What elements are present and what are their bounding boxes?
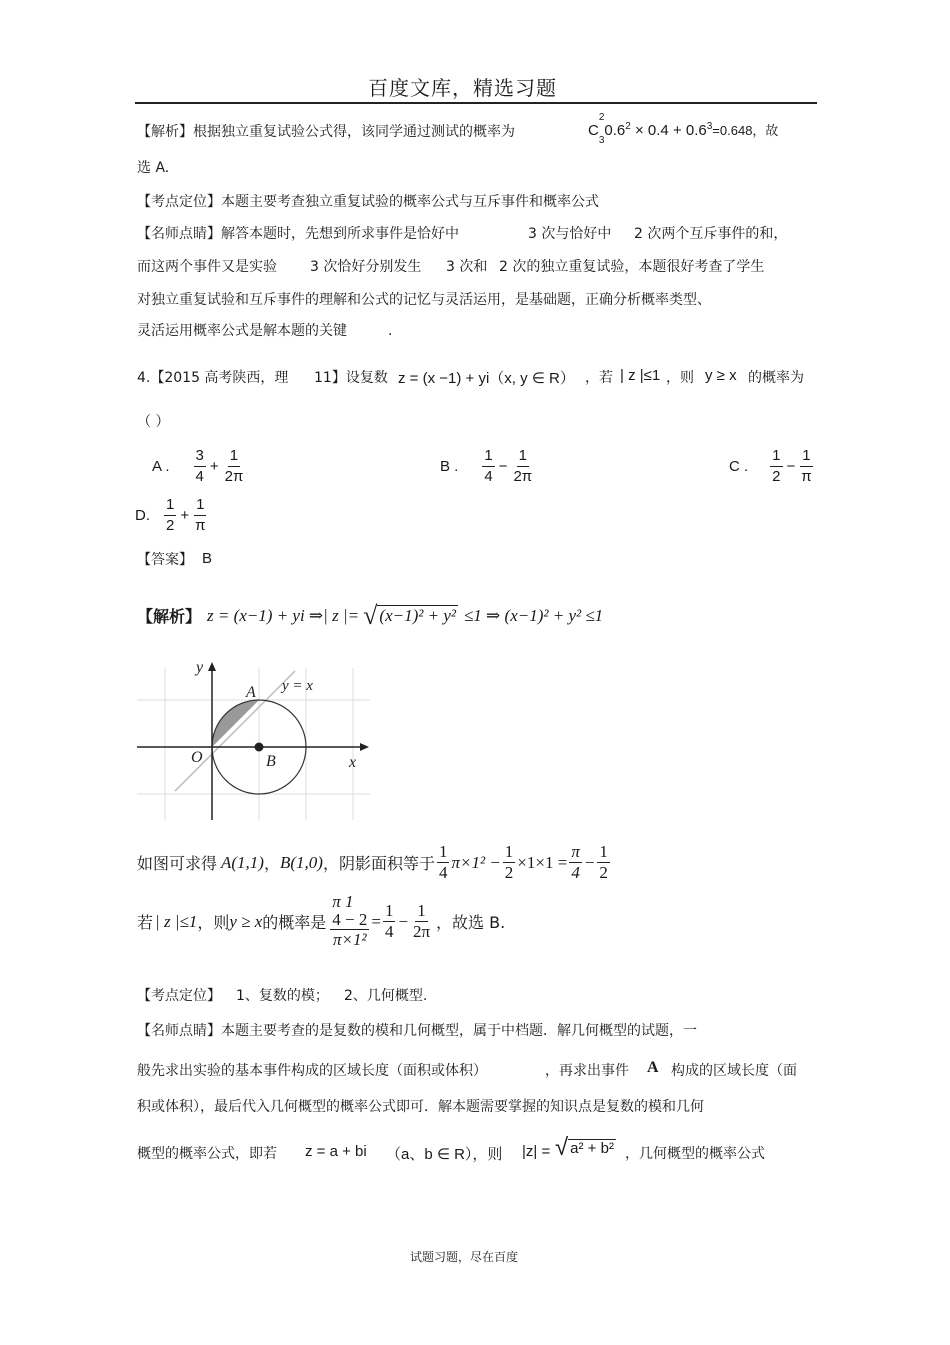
prob-text-b: ，则 — [197, 913, 230, 932]
prob-text-c: 的概率是 — [262, 913, 327, 932]
q3-mingshi-line2a: 而这两个事件又是实验 — [137, 259, 277, 275]
option-d-frac2 — [193, 495, 207, 536]
q4-kaodian-label: 【考点定位】 — [137, 988, 221, 1004]
q4-mingshi-line1: 【名师点睛】本题主要考查的是复数的模和几何概型，属于中档题．解几何概型的试题，一 — [137, 1023, 697, 1039]
prob-text-a: 若 — [137, 913, 154, 932]
area-f2n: 1 — [504, 842, 514, 861]
prob-f1d: 4 — [384, 922, 394, 941]
area-f1d: 4 — [438, 863, 448, 882]
prob-line — [137, 893, 505, 950]
q3-mingshi-line2c: 3 次和 — [446, 259, 488, 275]
q3-mingshi-line3: 对独立重复试验和互斥事件的理解和公式的记忆与灵活运用，是基础题，正确分析概率类型、 — [137, 292, 711, 308]
origin-label: O — [191, 749, 203, 766]
prob-cond: | z |≤1 — [155, 911, 198, 931]
q4-jiexi-eq1: z = (x−1) + yi ⇒| z |= — [207, 605, 360, 625]
area-sep: ， — [263, 854, 280, 873]
q3-mingshi-line1a: 【名师点睛】解答本题时，先想到所求事件是恰好中 — [137, 226, 459, 242]
prob-f2n: 1 — [417, 901, 426, 920]
option-b-n2: 1 — [517, 446, 529, 467]
prob-minus: − — [397, 911, 409, 931]
q4-jiexi-eq2: ≤1 ⇒ (x−1)² + y² ≤1 — [463, 605, 604, 625]
page-title: 百度文库，精选习题 — [368, 76, 557, 100]
option-b-label: B . — [440, 458, 459, 475]
q4-mingshi-line3: 积或体积），最后代入几何概型的概率公式即可．解本题需要掌握的知识点是复数的模和几何 — [137, 1099, 704, 1115]
q3-jiexi: 【解析】根据独立重复试验公式得，该同学通过测试的概率为 — [137, 124, 515, 140]
q4-jiexi-label: 【解析】 — [137, 607, 202, 626]
q4-kaodian-b: 1、复数的模； — [236, 988, 329, 1004]
q3-jiexi-cont: 选 A. — [137, 160, 170, 176]
option-c-n2: 1 — [800, 446, 812, 467]
area-text-a: 如图可求得 — [137, 854, 218, 873]
formula-c-sup: 2 — [598, 112, 605, 123]
x-axis-label: x — [349, 754, 357, 771]
option-c-frac2 — [799, 446, 813, 487]
q4-stem-e: 的概率为 — [748, 370, 804, 386]
prob-cond2: y ≥ x — [229, 911, 263, 931]
q4-mingshi-line4b: z = a + bi — [305, 1143, 367, 1160]
option-a-frac2 — [223, 446, 246, 487]
option-b-n1: 1 — [482, 446, 494, 467]
prob-big-den: π×1² — [333, 930, 367, 949]
prob-big-top2: 4 − 2 — [332, 910, 368, 929]
q4-jiexi-sqrt: √ (x−1)² + y² — [363, 600, 456, 630]
option-c-op: − — [786, 458, 796, 475]
prob-f1n: 1 — [384, 901, 394, 920]
option-d — [135, 495, 209, 536]
point-b-label: B — [266, 753, 276, 770]
q4-stem-c: ，若 — [585, 370, 613, 386]
option-b-frac2 — [511, 446, 534, 487]
area-mid: π×1² − — [451, 852, 501, 872]
answer-label: 【答案】 — [137, 552, 193, 568]
option-a-d1: 4 — [195, 468, 204, 485]
q3-mingshi-line1c: 2 次两个互斥事件的和， — [634, 226, 788, 242]
option-d-n2: 1 — [194, 495, 206, 516]
point-a-label: A — [246, 684, 256, 701]
option-a-label: A . — [152, 458, 170, 475]
area-f3n: π — [571, 842, 580, 861]
option-b-frac1 — [482, 446, 494, 487]
option-c-d2: π — [801, 468, 812, 485]
q3-formula — [588, 112, 779, 146]
area-minus: − — [583, 852, 596, 872]
q4-mingshi-line2a: 般先求出实验的基本事件构成的区域长度（面积或体积） — [137, 1063, 487, 1079]
area-f4d: 2 — [599, 863, 608, 882]
option-a-op: + — [209, 458, 219, 475]
area-frac1 — [437, 842, 450, 883]
area-point-a: A(1,1) — [221, 852, 264, 872]
area-frac3 — [569, 842, 582, 883]
q3-mingshi-line4b: . — [388, 323, 393, 339]
header-divider — [135, 102, 817, 104]
formula-a: 0.6 — [604, 122, 626, 139]
option-d-d1: 2 — [166, 517, 175, 534]
circle-graph — [135, 658, 375, 823]
area-f2d: 2 — [504, 863, 514, 882]
prob-big-frac — [330, 893, 369, 950]
q4-mingshi-sqrt: √ a² + b² — [555, 1134, 614, 1161]
q4-mingshi-line4d: |z| = — [522, 1143, 551, 1160]
q4-mingshi-line4a: 概型的概率公式，即若 — [137, 1146, 277, 1162]
area-f4n: 1 — [599, 842, 608, 861]
x-axis-arrow — [360, 743, 369, 751]
line-y-equals-x — [175, 671, 295, 791]
prob-eq: = — [371, 911, 381, 931]
option-d-label: D. — [135, 507, 150, 524]
q4-jiexi-sqrt-body: (x−1)² + y² — [379, 606, 456, 625]
option-c-frac1 — [770, 446, 782, 487]
prob-end: ，故选 B. — [436, 913, 506, 932]
area-text-b: ，阴影面积等于 — [322, 854, 435, 873]
option-c — [729, 446, 816, 487]
q4-mingshi-sqrt-body: a² + b² — [570, 1140, 614, 1157]
shaded-region — [212, 700, 259, 747]
q4-stem-cond: | z |≤1 — [620, 367, 661, 384]
q3-mingshi-line4a: 灵活运用概率公式是解本题的关键 — [137, 323, 347, 339]
option-a-frac1 — [194, 446, 206, 487]
prob-frac2 — [411, 901, 432, 942]
q4-stem-b: 11】设复数 — [314, 370, 388, 386]
q4-mingshi-line4c: （a、b ∈ R），则 — [386, 1146, 503, 1163]
q4-mingshi-line4f: ，几何概型的概率公式 — [625, 1146, 765, 1162]
q4-mingshi-line2d: 构成的区域长度（面 — [671, 1063, 797, 1079]
page-footer: 试题习题，尽在百度 — [410, 1250, 519, 1264]
area-f3d: 4 — [571, 863, 580, 882]
option-c-n1: 1 — [770, 446, 782, 467]
option-a — [152, 446, 247, 487]
option-b-d1: 4 — [484, 468, 493, 485]
area-f1n: 1 — [438, 842, 448, 861]
option-b — [440, 446, 536, 487]
prob-big-top: π 1 — [332, 892, 354, 911]
formula-b: × 0.4 + 0.6 — [635, 122, 707, 139]
option-a-n2: 1 — [228, 446, 240, 467]
q4-mingshi-line2c: A — [647, 1059, 659, 1076]
area-line — [137, 842, 612, 883]
q4-jiexi-line — [137, 600, 604, 630]
q4-stem-a: 4.【2015 高考陕西，理 — [137, 370, 289, 386]
prob-big-num — [330, 893, 369, 930]
option-b-d2: 2π — [513, 468, 533, 485]
q3-mingshi-line1b: 3 次与恰好中 — [528, 226, 612, 242]
q3-mingshi-line2b: 3 次恰好分别发生 — [310, 259, 422, 275]
y-axis-arrow — [208, 662, 216, 671]
q4-kaodian-c: 2、几何概型. — [344, 988, 428, 1004]
q4-paren: （ ） — [137, 414, 170, 430]
q4-stem-cond2: y ≥ x — [705, 367, 737, 384]
area-mid2: ×1×1 = — [517, 852, 568, 872]
option-d-op: + — [180, 507, 190, 524]
line-label: y = x — [282, 678, 313, 694]
q4-mingshi-line2b: ，再求出事件 — [545, 1063, 629, 1079]
option-b-op: − — [498, 458, 508, 475]
formula-a-sup: 2 — [625, 121, 631, 132]
formula-c-end: =0.648，故 — [712, 123, 779, 138]
option-c-d1: 2 — [772, 468, 781, 485]
prob-f2d: 2π — [412, 922, 431, 941]
option-a-d2: 2π — [224, 468, 244, 485]
area-point-b: B(1,0) — [280, 852, 323, 872]
area-frac4 — [597, 842, 610, 883]
prob-frac1 — [383, 901, 396, 942]
q3-mingshi-line2d: 2 次的独立重复试验，本题很好考查了学生 — [499, 259, 765, 275]
q4-stem-eq: z = (x −1) + yi（x, y ∈ R） — [398, 370, 575, 387]
y-axis-label: y — [196, 659, 204, 676]
area-frac2 — [503, 842, 516, 883]
option-d-frac1 — [164, 495, 176, 536]
option-c-label: C . — [729, 458, 749, 475]
answer-value: B — [202, 550, 213, 567]
q3-kaodian: 【考点定位】本题主要考查独立重复试验的概率公式与互斥事件和概率公式 — [137, 194, 599, 210]
formula-b-sup: 3 — [706, 121, 713, 132]
q4-stem-d: ，则 — [666, 370, 694, 386]
option-d-n1: 1 — [164, 495, 176, 516]
option-a-n1: 3 — [194, 446, 206, 467]
formula-c: C — [588, 122, 599, 139]
formula-c-sub: 3 — [598, 135, 605, 146]
point-b — [255, 743, 264, 752]
option-d-d2: π — [195, 517, 206, 534]
